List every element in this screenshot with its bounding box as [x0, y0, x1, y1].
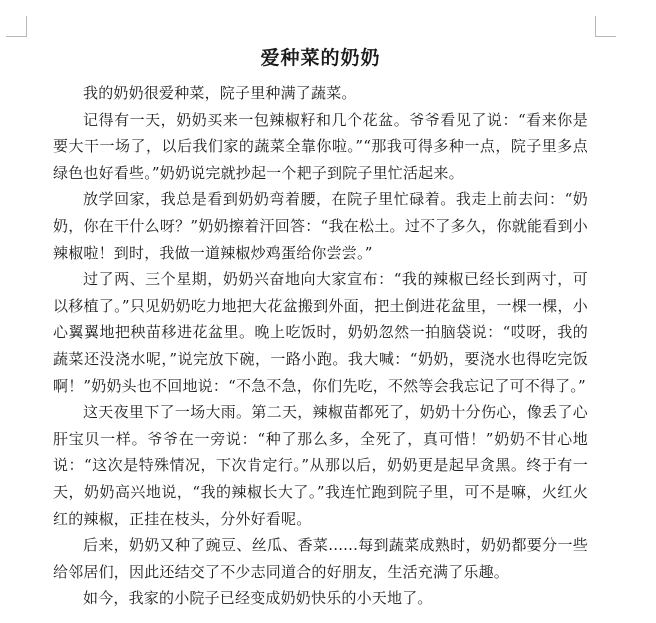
paragraph-2: 记得有一天，奶奶买来一包辣椒籽和几个花盆。爷爷看见了说：“看来你是要大干一场了，以后我们家的蔬菜全靠你啦。”“那我可得多种一点，院子里多点绿色也好看些。”奶奶说完就抄起一个耙子到院子里忙活起来。 [53, 110, 588, 182]
paragraph-3: 放学回家，我总是看到奶奶弯着腰，在院子里忙碌着。我走上前去问：“奶奶，你在干什么呀？”奶奶擦着汗回答：“我在松土。过不了多久，你就能看到小辣椒啦！到时，我做一道辣椒炒鸡蛋给你尝尝。” [53, 190, 588, 262]
document-body[interactable] [53, 44, 588, 612]
paragraph-7: 如今，我家的小院子已经变成奶奶快乐的小天地了。 [83, 589, 433, 608]
document-title: 爱种菜的奶奶 [260, 47, 381, 69]
paragraph-5: 这天夜里下了一场大雨。第二天，辣椒苗都死了，奶奶十分伤心，像丢了心肝宝贝一样。爷爷在一旁说：“种了那么多，全死了，真可惜！”奶奶不甘心地说：“这次是特殊情况，下次肯定行。”从那以后，奶奶更是起早贪黑。终于有一天，奶奶高兴地说，“我的辣椒长大了。”我连忙跑到院子里，可不是嘛，火红火红的辣椒，正挂在枝头，分外好看呢。 [53, 403, 588, 528]
paragraph-4: 过了两、三个星期，奶奶兴奋地向大家宣布：“我的辣椒已经长到两寸，可以移植了。”只见奶奶吃力地把大花盆搬到外面，把土倒进花盆里，一棵一棵，小心翼翼地把秧苗移进花盆里。晚上吃饭时，奶奶忽然一拍脑袋说：“哎呀，我的蔬菜还没浇水呢，”说完放下碗，一路小跑。我大喊：“奶奶，要浇水也得吃完饭啊！”奶奶头也不回地说：“不急不急，你们先吃，不然等会我忘记了可不得了。” [53, 270, 588, 395]
paragraph-6: 后来，奶奶又种了豌豆、丝瓜、香菜......每到蔬菜成熟时，奶奶都要分一些给邻居们，因此还结交了不少志同道合的好朋友，生活充满了乐趣。 [53, 536, 588, 581]
page-corner-mark-right [595, 16, 616, 37]
page-corner-mark-left [6, 16, 27, 37]
right-margin-strip [642, 0, 656, 623]
paragraph-1: 我的奶奶很爱种菜，院子里种满了蔬菜。 [83, 84, 357, 102]
